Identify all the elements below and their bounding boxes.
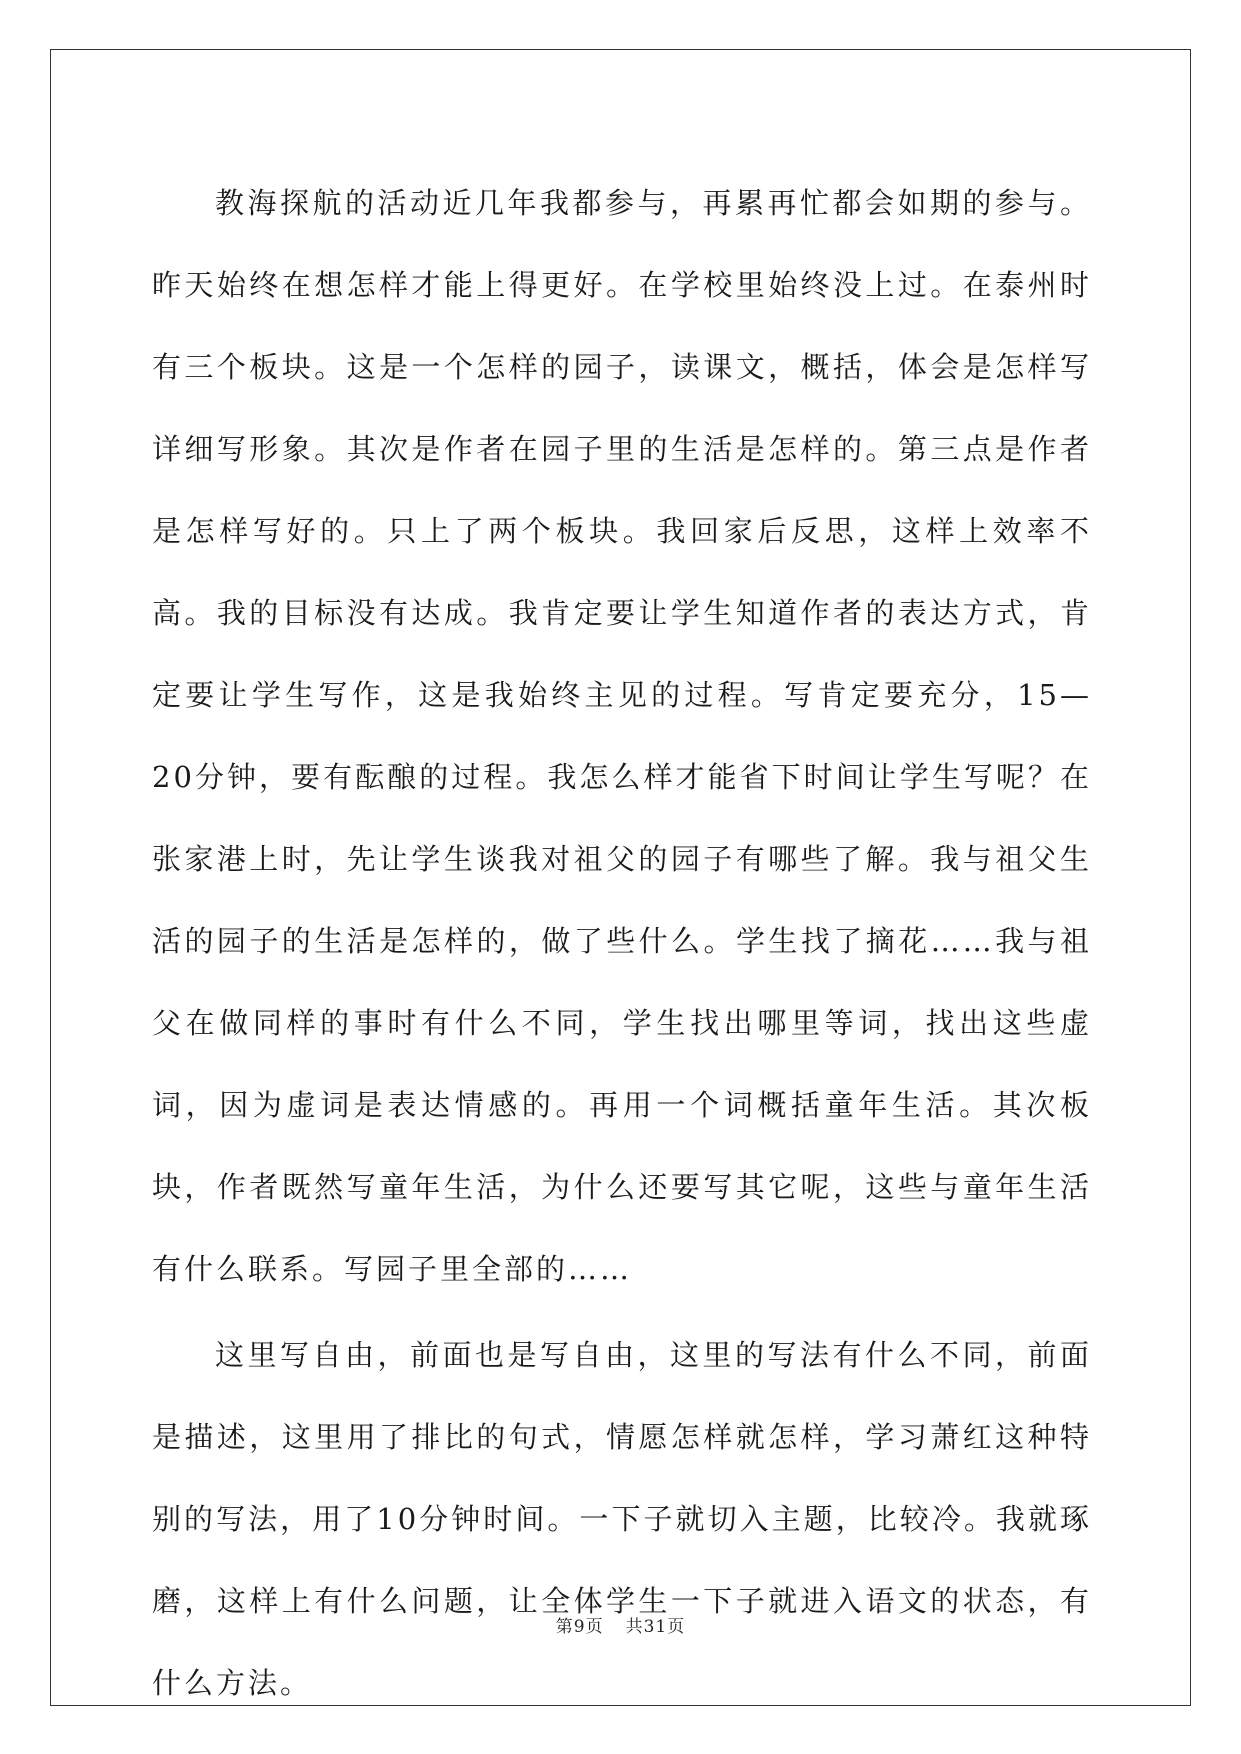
total-page-count: 共31页 [625, 1617, 686, 1637]
document-body [152, 162, 1092, 1724]
paragraph-1: 教海探航的活动近几年我都参与，再累再忙都会如期的参与。昨天始终在想怎样才能上得更好。在学校里始终没上过。在泰州时有三个板块。这是一个怎样的园子，读课文，概括，体会是怎样写详细写形象。其次是作者在园子里的生活是怎样的。第三点是作者是怎样写好的。只上了两个板块。我回家后反思，这样上效率不高。我的目标没有达成。我肯定要让学生知道作者的表达方式，肯定要让学生写作，这是我始终主见的过程。写肯定要充分，15—20分钟，要有酝酿的过程。我怎么样才能省下时间让学生写呢？在张家港上时，先让学生谈我对祖父的园子有哪些了解。我与祖父生活的园子的生活是怎样的，做了些什么。学生找了摘花……我与祖父在做同样的事时有什么不同，学生找出哪里等词，找出这些虚词，因为虚词是表达情感的。再用一个词概括童年生活。其次板块，作者既然写童年生活，为什么还要写其它呢，这些与童年生活有什么联系。写园子里全部的…… [152, 186, 1092, 1286]
page-footer [0, 1612, 1241, 1637]
paragraph-2: 这里写自由，前面也是写自由，这里的写法有什么不同，前面是描述，这里用了排比的句式，情愿怎样就怎样，学习萧红这种特别的写法，用了10分钟时间。一下子就切入主题，比较冷。我就琢磨，这样上有什么问题，让全体学生一下子就进入语文的状态，有什么方法。 [152, 1338, 1092, 1700]
current-page-number: 第9页 [555, 1617, 604, 1637]
